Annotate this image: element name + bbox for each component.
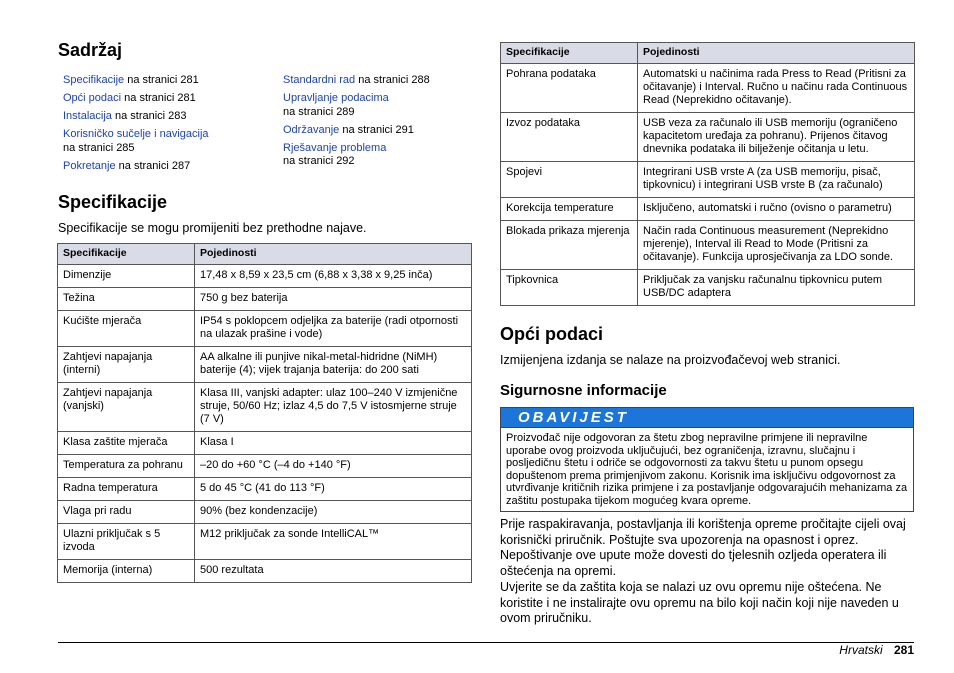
toc-link[interactable]: Pokretanje xyxy=(63,159,116,172)
toc-link[interactable]: Specifikacije xyxy=(63,74,125,86)
table-header-row xyxy=(501,43,915,64)
column-header: Pojedinosti xyxy=(195,244,472,265)
toc-item: Specifikacije na stranici 281 xyxy=(63,74,199,86)
specs-heading: Specifikacije xyxy=(58,192,168,212)
table-row: Radna temperatura 5 do 45 °C (41 do 113 °F) xyxy=(58,478,472,501)
toc-link[interactable]: Upravljanje podacima xyxy=(283,92,389,104)
table-row: Memorija (interna) 500 rezultata xyxy=(58,560,472,583)
toc-link[interactable]: Standardni rad xyxy=(283,74,356,86)
table-row: Blokada prikaza mjerenja Način rada Continuous measurement (Neprekidno mjerenje), Interval ili Read to Mode (Pritisni za očitavanje). Funkcija uprosječivanja za LDO sonde. xyxy=(501,221,915,270)
toc-heading: Sadržaj xyxy=(58,40,123,60)
safety-heading: Sigurnosne informacije xyxy=(500,382,667,399)
footer xyxy=(839,643,914,657)
toc-item: Standardni rad na stranici 288 xyxy=(283,74,430,86)
table-row: Zahtjevi napajanja (vanjski) Klasa III, vanjski adapter: ulaz 100–240 V izmjenične struje, 50/60 Hz; izlaz 4,5 do 7,5 V istosmjerne struje (7 V) xyxy=(58,383,472,432)
footer-rule xyxy=(58,642,914,643)
table-row: Korekcija temperature Isključeno, automatski i ručno (ovisno o parametru) xyxy=(501,198,915,221)
table-row: Klasa zaštite mjerača Klasa I xyxy=(58,432,472,455)
toc-link[interactable]: Rješavanje problema xyxy=(283,141,387,154)
footer-language: Hrvatski xyxy=(839,643,883,657)
toc-item: Održavanje na stranici 291 xyxy=(283,123,414,136)
toc-item: Korisničko sučelje i navigacija na stranici 285 xyxy=(63,128,273,155)
toc-item: Opći podaci na stranici 281 xyxy=(63,92,196,104)
toc-item: Rješavanje problema na stranici 292 xyxy=(283,142,483,169)
notice-text: Proizvođač nije odgovoran za štetu zbog nepravilne primjene ili nepravilne uporabe ovog proizvoda uključujući, bez ograničenja, izravnu, slučajnu i posljedičnu štetu i odriče se odgovornosti za takvu štetu u punom opsegu dopuštenom prema primjenjivom zakonu. Korisnik ima isključivu odgovornost za utvrđivanje kritičnih rizika primjene i za postavljanje odgovarajućih mehanizama za zaštitu postupaka tijekom mogućeg kvara opreme. xyxy=(506,432,908,507)
specs-intro: Specifikacije se mogu promijeniti bez prethodne najave. xyxy=(58,221,367,235)
notice-box xyxy=(500,407,914,512)
specs-table-left xyxy=(57,243,472,583)
toc-right-column xyxy=(283,74,483,173)
table-row: Tipkovnica Priključak za vanjsku računalnu tipkovnicu putem USB/DC adaptera xyxy=(501,270,915,306)
safety-paragraph-2: Uvjerite se da zaštita koja se nalazi uz ovu opremu nije oštećena. Ne koristite i ne instalirajte ovu opremu na bilo koji način koji nije naveden u ovom priručniku. xyxy=(500,580,899,625)
toc-item: Instalacija na stranici 283 xyxy=(63,110,187,122)
table-row: Težina 750 g bez baterija xyxy=(58,288,472,311)
toc-link[interactable]: Održavanje xyxy=(283,123,340,136)
page-number: 281 xyxy=(893,643,914,657)
table-row: Vlaga pri radu 90% (bez kondenzacije) xyxy=(58,501,472,524)
table-row: Spojevi Integrirani USB vrste A (za USB memoriju, pisač, tipkovnicu) i integrirani USB vrste B (za računalo) xyxy=(501,162,915,198)
table-row: Dimenzije 17,48 x 8,59 x 23,5 cm (6,88 x 3,38 x 9,25 inča) xyxy=(58,265,472,288)
toc-left-column xyxy=(63,74,273,178)
toc-item: Upravljanje podacima na stranici 289 xyxy=(283,92,483,119)
toc-link[interactable]: Korisničko sučelje i navigacija xyxy=(63,128,209,140)
table-row: Zahtjevi napajanja (interni) AA alkalne ili punjive nikal-metal-hidridne (NiMH) baterije (4); vijek trajanja baterija: do 200 sati xyxy=(58,347,472,383)
toc-link[interactable]: Opći podaci xyxy=(63,92,122,104)
table-row: Ulazni priključak s 5 izvoda M12 priključak za sonde IntelliCAL™ xyxy=(58,524,472,560)
table-row: Kućište mjerača IP54 s poklopcem odjeljka za baterije (radi otpornosti na ulazak prašine i vode) xyxy=(58,311,472,347)
toc-item: Pokretanje na stranici 287 xyxy=(63,159,191,172)
toc-link[interactable]: Instalacija xyxy=(63,110,112,122)
column-header: Specifikacije xyxy=(58,244,195,265)
safety-paragraph-1: Prije raspakiravanja, postavljanja ili korištenja opreme pročitajte cijeli ovaj korisnički priručnik. Poštujte sva upozorenja na opasnost i oprez. Nepoštivanje ove upute može dovesti do tjelesnih ozljeda operatera ili oštećenja na opremi. xyxy=(500,517,906,578)
table-header-row xyxy=(58,244,472,265)
column-header: Pojedinosti xyxy=(638,43,915,64)
general-intro: Izmijenjena izdanja se nalaze na proizvođačevoj web stranici. xyxy=(500,353,841,367)
specs-table-right xyxy=(500,42,915,306)
table-row: Pohrana podataka Automatski u načinima rada Press to Read (Pritisni za očitavanje) i Interval. Ručno u načinu rada Continuous Read (Neprekidno očitavanje). xyxy=(501,64,915,113)
table-row: Izvoz podataka USB veza za računalo ili USB memoriju (ograničeno kapacitetom uređaja za pohranu). Prijenos čitavog dnevnika podataka ili bilježenje očitanja u letu. xyxy=(501,113,915,162)
table-row: Temperatura za pohranu –20 do +60 °C (–4 do +140 °F) xyxy=(58,455,472,478)
column-header: Specifikacije xyxy=(501,43,638,64)
general-heading: Opći podaci xyxy=(500,324,604,344)
notice-title: OBAVIJEST xyxy=(501,408,913,428)
